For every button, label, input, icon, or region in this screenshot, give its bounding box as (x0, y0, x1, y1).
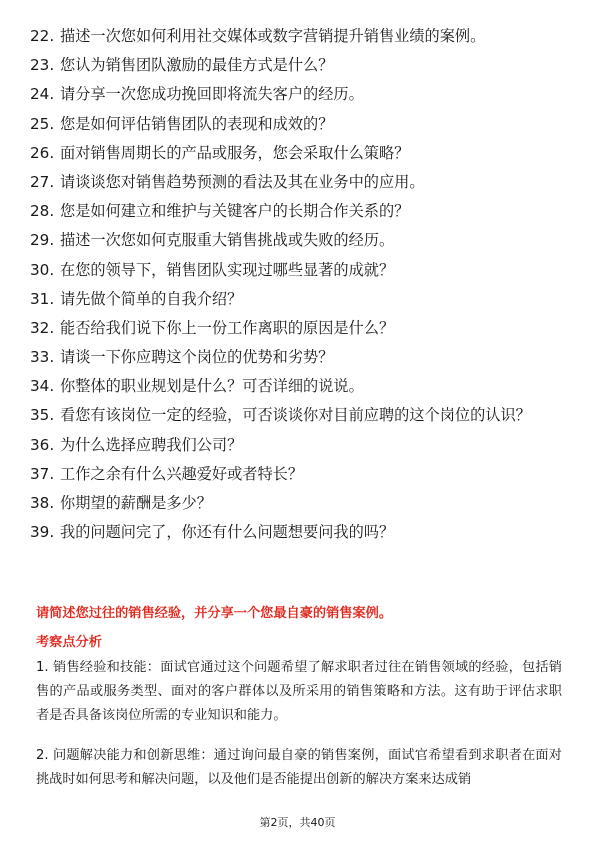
question-number: 27. (30, 172, 55, 191)
question-text: 描述一次您如何克服重大销售挑战或失败的经历。 (60, 231, 395, 250)
analysis-heading: 考察点分析 (36, 635, 102, 650)
question-text: 你期望的薪酬是多少？ (60, 494, 212, 512)
question-text: 您是如何评估销售团队的表现和成效的？ (60, 114, 334, 133)
question-item (30, 289, 570, 309)
question-item (30, 405, 570, 425)
question-text: 工作之余有什么兴趣爱好或者特长？ (60, 464, 303, 483)
question-item (30, 230, 570, 250)
question-number: 30. (30, 260, 55, 279)
question-item (30, 172, 570, 192)
question-text: 您认为销售团队激励的最佳方式是什么？ (60, 56, 334, 75)
question-number: 25. (30, 114, 55, 133)
question-item (30, 143, 570, 163)
question-number: 29. (30, 231, 55, 250)
question-text: 为什么选择应聘我们公司？ (60, 435, 243, 454)
question-item (30, 435, 570, 455)
question-number: 34. (30, 377, 55, 396)
question-text: 看您有该岗位一定的经验，可否谈谈你对目前应聘的这个岗位的认识？ (60, 406, 531, 425)
question-item (30, 260, 570, 280)
question-number: 28. (30, 202, 55, 221)
question-number: 31. (30, 289, 55, 308)
question-item (30, 201, 570, 221)
question-number: 22. (30, 27, 55, 45)
question-number: 36. (30, 435, 55, 454)
question-item (30, 376, 570, 396)
question-text: 能否给我们说下你上一份工作离职的原因是什么？ (60, 318, 395, 337)
question-number: 39. (30, 523, 55, 542)
question-number: 24. (30, 85, 55, 104)
question-item (30, 464, 570, 484)
question-item (30, 347, 570, 367)
question-item (30, 84, 570, 104)
question-text: 您是如何建立和维护与关键客户的长期合作关系的？ (60, 202, 410, 221)
question-item (30, 522, 570, 542)
question-item (30, 114, 570, 134)
question-text: 你整体的职业规划是什么？可否详细的说说。 (60, 377, 364, 396)
question-text: 我的问题问完了，你还有什么问题想要问我的吗？ (60, 523, 395, 542)
analysis-point: 2. 问题解决能力和创新思维：通过询问最自豪的销售案例，面试官希望看到求职者在面对挑战时如何思考和解决问题，以及他们是否能提出创新的解决方案来达成销 (36, 748, 562, 787)
page-footer: 第2页，共40页 (259, 816, 336, 829)
question-number: 32. (30, 318, 55, 337)
question-item (30, 318, 570, 338)
question-number: 33. (30, 348, 55, 367)
question-text: 请谈一下你应聘这个岗位的优势和劣势？ (60, 348, 334, 367)
question-item (30, 26, 570, 46)
question-item (30, 493, 570, 513)
featured-question: 请简述您过往的销售经验，并分享一个您最自豪的销售案例。 (36, 606, 393, 621)
question-number: 38. (30, 494, 55, 512)
question-list (30, 26, 570, 551)
question-number: 26. (30, 143, 55, 162)
question-text: 描述一次您如何利用社交媒体或数字营销提升销售业绩的案例。 (60, 27, 486, 45)
question-number: 23. (30, 56, 55, 75)
question-item (30, 55, 570, 75)
question-text: 请先做个简单的自我介绍？ (60, 289, 243, 308)
question-text: 面对销售周期长的产品或服务，您会采取什么策略？ (60, 143, 410, 162)
question-number: 35. (30, 406, 55, 425)
question-text: 在您的领导下，销售团队实现过哪些显著的成就？ (60, 260, 395, 279)
question-text: 请谈谈您对销售趋势预测的看法及其在业务中的应用。 (60, 172, 425, 191)
question-text: 请分享一次您成功挽回即将流失客户的经历。 (60, 85, 364, 104)
question-number: 37. (30, 464, 55, 483)
analysis-point: 1. 销售经验和技能：面试官通过这个问题希望了解求职者过往在销售领域的经验，包括销售的产品或服务类型、面对的客户群体以及所采用的销售策略和方法。这有助于评估求职者是否具备该岗位所需的专业知识和能力。 (36, 660, 562, 723)
